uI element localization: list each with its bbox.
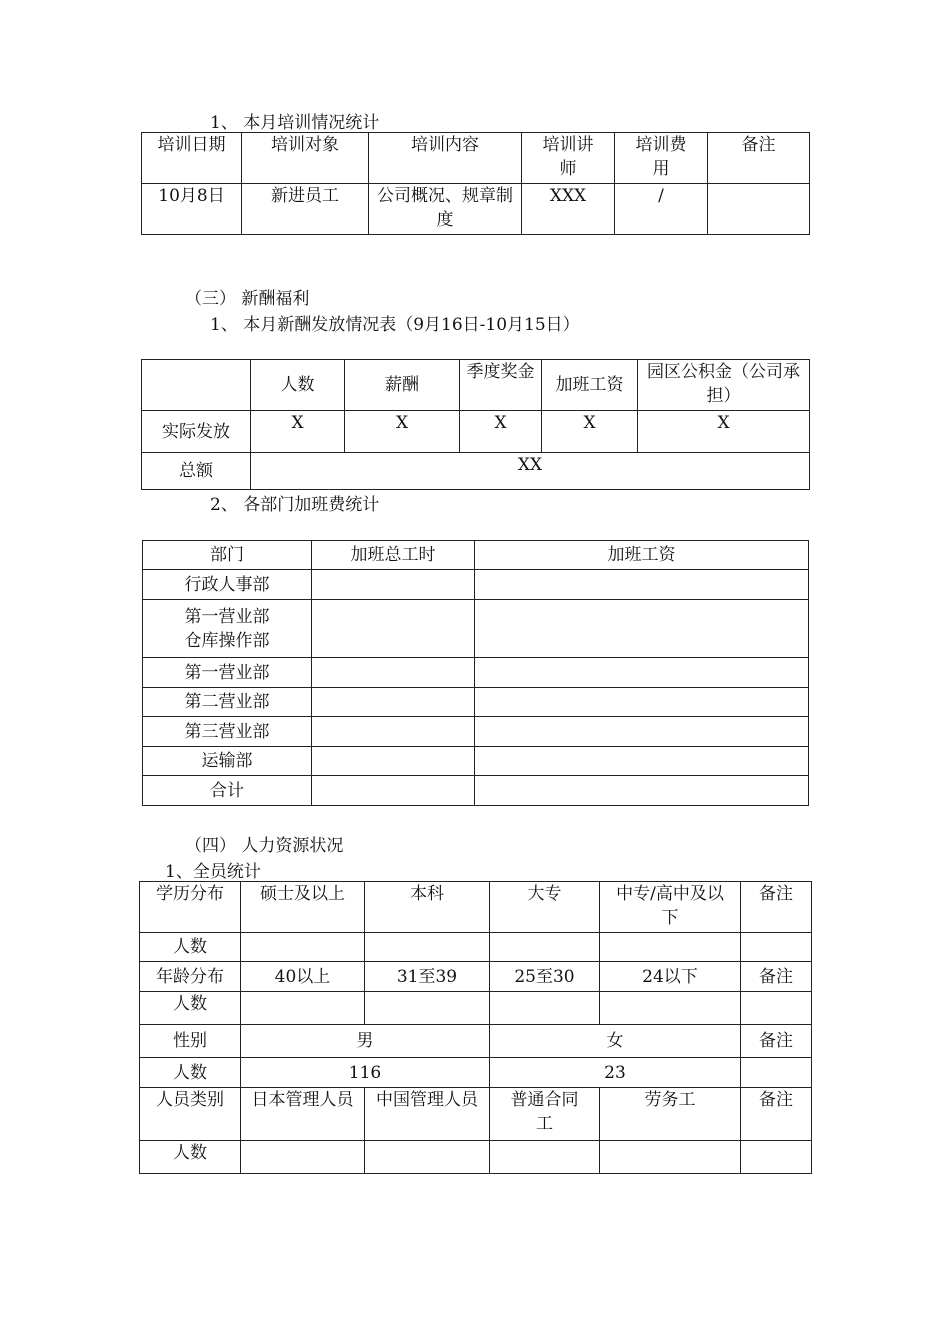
total-value: XX xyxy=(251,453,810,490)
table-row xyxy=(140,992,812,1025)
row-label: 年龄分布 xyxy=(140,962,241,992)
table-cell xyxy=(600,1141,741,1174)
table-row xyxy=(143,688,809,717)
table-cell xyxy=(241,1141,365,1174)
table-row xyxy=(143,600,809,658)
table-header-row xyxy=(142,133,810,184)
header-cell: 培训讲师 xyxy=(522,133,615,184)
table-row xyxy=(140,882,812,933)
header-cell xyxy=(142,360,251,411)
header-cell: 备注 xyxy=(708,133,810,184)
table-cell xyxy=(312,747,475,776)
department-cell: 第二营业部 xyxy=(143,688,312,717)
department-cell: 第一营业部 xyxy=(143,658,312,688)
table-cell xyxy=(708,184,810,235)
header-cell: 部门 xyxy=(143,541,312,570)
table-cell xyxy=(475,747,809,776)
table-cell: X xyxy=(460,411,542,453)
header-cell: 培训费用 xyxy=(615,133,708,184)
header-cell: 31至39 xyxy=(365,962,490,992)
header-cell: 园区公积金（公司承担） xyxy=(638,360,810,411)
hr-heading: 1、全员统计 xyxy=(165,862,261,882)
header-cell: 大专 xyxy=(490,882,600,933)
table-cell xyxy=(475,658,809,688)
table-cell xyxy=(475,570,809,600)
row-label: 学历分布 xyxy=(140,882,241,933)
department-cell: 合计 xyxy=(143,776,312,806)
table-row xyxy=(142,184,810,235)
table-cell: 10月8日 xyxy=(142,184,242,235)
header-cell: 中国管理人员 xyxy=(365,1088,490,1141)
table-cell xyxy=(365,933,490,962)
table-cell xyxy=(600,992,741,1025)
table-cell xyxy=(741,1141,812,1174)
table-cell: X xyxy=(251,411,345,453)
table-cell xyxy=(241,933,365,962)
table-cell xyxy=(741,992,812,1025)
table-cell xyxy=(490,992,600,1025)
header-cell: 备注 xyxy=(741,882,812,933)
row-label: 总额 xyxy=(142,453,251,490)
row-label: 人数 xyxy=(140,1141,241,1174)
overtime-heading: 2、 各部门加班费统计 xyxy=(210,495,380,515)
table-cell xyxy=(490,933,600,962)
table-row xyxy=(140,1088,812,1141)
table-row xyxy=(143,747,809,776)
hr-table xyxy=(139,881,812,1174)
header-cell: 24以下 xyxy=(600,962,741,992)
table-cell: 新进员工 xyxy=(242,184,369,235)
table-cell xyxy=(475,600,809,658)
row-label: 人数 xyxy=(140,1058,241,1088)
header-cell: 薪酬 xyxy=(345,360,460,411)
table-row xyxy=(143,717,809,747)
section-heading-hr: （四） 人力资源状况 xyxy=(185,836,344,856)
header-cell: 备注 xyxy=(741,1025,812,1058)
table-row xyxy=(143,570,809,600)
header-cell: 培训对象 xyxy=(242,133,369,184)
department-cell: 第一营业部 仓库操作部 xyxy=(143,600,312,658)
overtime-table xyxy=(142,540,809,806)
header-cell: 普通合同工 xyxy=(490,1088,600,1141)
table-cell: X xyxy=(638,411,810,453)
table-cell xyxy=(312,570,475,600)
training-heading: 1、 本月培训情况统计 xyxy=(210,113,380,133)
header-cell: 备注 xyxy=(741,962,812,992)
table-row xyxy=(140,1058,812,1088)
table-cell xyxy=(600,933,741,962)
row-label: 人员类别 xyxy=(140,1088,241,1141)
table-cell xyxy=(365,1141,490,1174)
table-cell: X xyxy=(542,411,638,453)
header-cell: 季度奖金 xyxy=(460,360,542,411)
table-cell xyxy=(312,717,475,747)
header-cell: 培训日期 xyxy=(142,133,242,184)
table-cell xyxy=(312,658,475,688)
table-row xyxy=(143,776,809,806)
header-cell: 硕士及以上 xyxy=(241,882,365,933)
table-cell xyxy=(475,776,809,806)
table-cell xyxy=(490,1141,600,1174)
header-cell: 培训内容 xyxy=(369,133,522,184)
table-row xyxy=(140,962,812,992)
header-cell: 加班工资 xyxy=(475,541,809,570)
table-cell xyxy=(312,600,475,658)
table-cell xyxy=(475,717,809,747)
table-cell: 23 xyxy=(490,1058,741,1088)
header-cell: 40以上 xyxy=(241,962,365,992)
table-cell xyxy=(365,992,490,1025)
row-label: 人数 xyxy=(140,933,241,962)
row-label: 性别 xyxy=(140,1025,241,1058)
table-cell xyxy=(741,1058,812,1088)
header-cell: 本科 xyxy=(365,882,490,933)
section-heading-compensation: （三） 新酬福利 xyxy=(185,289,310,309)
table-cell: / xyxy=(615,184,708,235)
training-table xyxy=(141,132,810,235)
department-cell: 行政人事部 xyxy=(143,570,312,600)
table-cell: X xyxy=(345,411,460,453)
compensation-heading: 1、 本月新酬发放情况表（9月16日-10月15日） xyxy=(210,315,580,335)
table-cell xyxy=(475,688,809,717)
department-cell: 运输部 xyxy=(143,747,312,776)
header-cell: 备注 xyxy=(741,1088,812,1141)
table-cell: 116 xyxy=(241,1058,490,1088)
compensation-table xyxy=(141,359,810,490)
table-row xyxy=(142,411,810,453)
header-cell: 劳务工 xyxy=(600,1088,741,1141)
table-header-row xyxy=(143,541,809,570)
header-cell: 25至30 xyxy=(490,962,600,992)
table-row xyxy=(140,1141,812,1174)
table-cell xyxy=(312,776,475,806)
header-cell: 人数 xyxy=(251,360,345,411)
table-row xyxy=(143,658,809,688)
row-label: 人数 xyxy=(140,992,241,1025)
table-cell xyxy=(312,688,475,717)
table-row xyxy=(142,453,810,490)
header-cell: 女 xyxy=(490,1025,741,1058)
table-cell xyxy=(241,992,365,1025)
table-row xyxy=(140,933,812,962)
table-cell: XXX xyxy=(522,184,615,235)
header-cell: 中专/高中及以下 xyxy=(600,882,741,933)
table-cell: 公司概况、规章制度 xyxy=(369,184,522,235)
header-cell: 加班总工时 xyxy=(312,541,475,570)
header-cell: 加班工资 xyxy=(542,360,638,411)
department-cell: 第三营业部 xyxy=(143,717,312,747)
table-header-row xyxy=(142,360,810,411)
table-cell xyxy=(741,933,812,962)
header-cell: 男 xyxy=(241,1025,490,1058)
table-row xyxy=(140,1025,812,1058)
header-cell: 日本管理人员 xyxy=(241,1088,365,1141)
row-label: 实际发放 xyxy=(142,411,251,453)
